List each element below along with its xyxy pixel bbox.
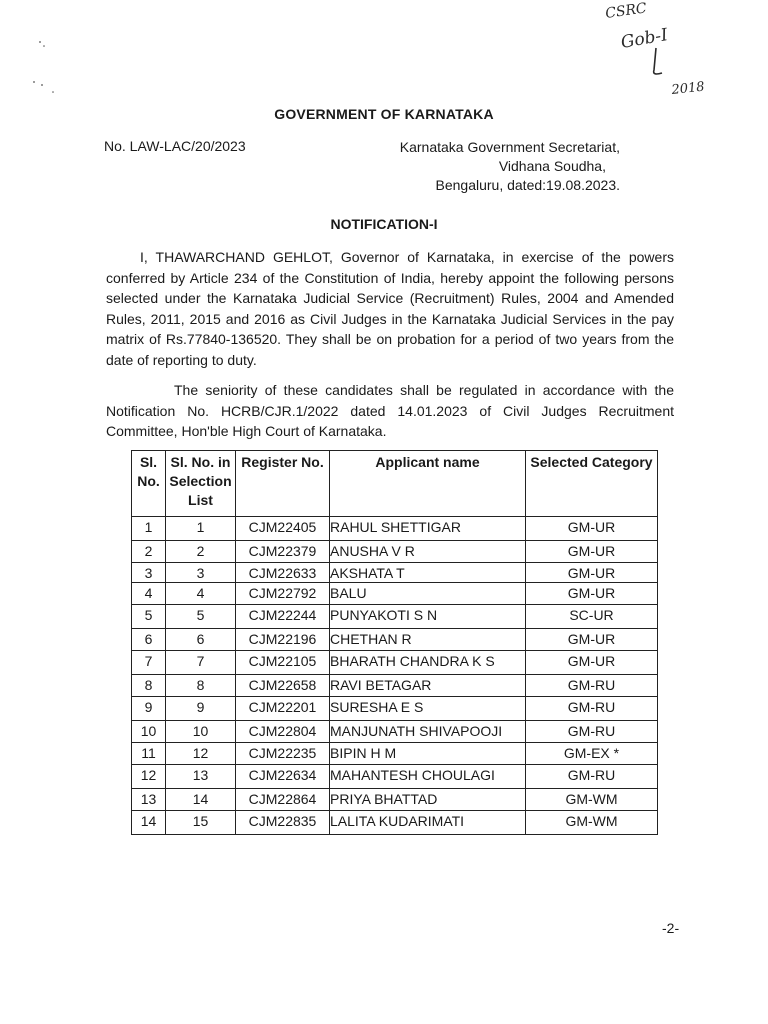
cell-register-no: CJM22658 xyxy=(236,675,330,697)
handwritten-annotation xyxy=(596,0,716,100)
seniority-paragraph xyxy=(106,380,674,442)
cell-register-no: CJM22633 xyxy=(236,563,330,583)
cell-selection-list-no: 1 xyxy=(166,517,236,541)
cell-register-no: CJM22405 xyxy=(236,517,330,541)
header-sl-no: Sl. No. xyxy=(132,451,166,517)
table-row xyxy=(132,563,658,583)
header-selection-list-no: Sl. No. in Selection List xyxy=(166,451,236,517)
table-row xyxy=(132,583,658,605)
header-applicant-name: Applicant name xyxy=(330,451,526,517)
selection-table xyxy=(131,450,658,835)
appointment-paragraph-text: I, THAWARCHAND GEHLOT, Governor of Karnataka, in exercise of the powers conferred by Article 234 of the Constitution of India, hereby appoint the following persons selected under the Karnataka Judicial Service (Recruitment) Rules, 2004 and Amended Rules, 2011, 2015 and 2016 as Civil Judges in the Karnataka Judicial Services in the pay matrix of Rs.77840-136520. They shall be on probation for a period of two years from the date of reporting to duty. xyxy=(106,249,674,368)
cell-sl-no: 8 xyxy=(132,675,166,697)
cell-selection-list-no: 7 xyxy=(166,651,236,675)
cell-sl-no: 6 xyxy=(132,629,166,651)
cell-category: GM-UR xyxy=(526,583,658,605)
cell-category: SC-UR xyxy=(526,605,658,629)
cell-sl-no: 10 xyxy=(132,721,166,743)
cell-applicant-name: MANJUNATH SHIVAPOOJI xyxy=(330,721,526,743)
cell-category: GM-WM xyxy=(526,789,658,811)
notification-title: NOTIFICATION-I xyxy=(330,216,438,232)
cell-sl-no: 12 xyxy=(132,765,166,789)
cell-applicant-name: PRIYA BHATTAD xyxy=(330,789,526,811)
cell-selection-list-no: 6 xyxy=(166,629,236,651)
handwritten-line-1: CSRC xyxy=(604,0,648,22)
cell-selection-list-no: 5 xyxy=(166,605,236,629)
cell-sl-no: 3 xyxy=(132,563,166,583)
cell-category: GM-UR xyxy=(526,563,658,583)
cell-register-no: CJM22864 xyxy=(236,789,330,811)
cell-selection-list-no: 13 xyxy=(166,765,236,789)
cell-category: GM-UR xyxy=(526,651,658,675)
cell-selection-list-no: 2 xyxy=(166,541,236,563)
address-line-1: Karnataka Government Secretariat, xyxy=(399,139,620,155)
address-line-2: Vidhana Soudha, xyxy=(498,158,606,174)
cell-register-no: CJM22835 xyxy=(236,811,330,835)
cell-applicant-name: ANUSHA V R xyxy=(330,541,526,563)
cell-selection-list-no: 4 xyxy=(166,583,236,605)
cell-applicant-name: AKSHATA T xyxy=(330,563,526,583)
table-row xyxy=(132,541,658,563)
cell-applicant-name: MAHANTESH CHOULAGI xyxy=(330,765,526,789)
cell-selection-list-no: 15 xyxy=(166,811,236,835)
cell-selection-list-no: 12 xyxy=(166,743,236,765)
table-row xyxy=(132,605,658,629)
handwritten-stroke xyxy=(654,48,662,74)
table-row xyxy=(132,789,658,811)
cell-register-no: CJM22244 xyxy=(236,605,330,629)
cell-category: GM-RU xyxy=(526,675,658,697)
header-register-no: Register No. xyxy=(236,451,330,517)
cell-applicant-name: BIPIN H M xyxy=(330,743,526,765)
seniority-paragraph-text: The seniority of these candidates shall be regulated in accordance with the Notification No. HCRB/CJR.1/2022 dated 14.01.2023 of Civil Judges Recruitment Committee, Hon'ble High Court of Karnataka. xyxy=(106,382,674,440)
cell-category: GM-RU xyxy=(526,721,658,743)
cell-category: GM-RU xyxy=(526,697,658,721)
cell-register-no: CJM22379 xyxy=(236,541,330,563)
cell-selection-list-no: 8 xyxy=(166,675,236,697)
cell-category: GM-EX * xyxy=(526,743,658,765)
table-row xyxy=(132,811,658,835)
cell-register-no: CJM22105 xyxy=(236,651,330,675)
table-header-row xyxy=(132,451,658,517)
cell-selection-list-no: 3 xyxy=(166,563,236,583)
address-block xyxy=(300,138,620,195)
table-row xyxy=(132,675,658,697)
cell-register-no: CJM22196 xyxy=(236,629,330,651)
cell-register-no: CJM22235 xyxy=(236,743,330,765)
cell-applicant-name: RAHUL SHETTIGAR xyxy=(330,517,526,541)
reference-number: No. LAW-LAC/20/2023 xyxy=(104,138,246,154)
cell-applicant-name: LALITA KUDARIMATI xyxy=(330,811,526,835)
appointment-paragraph xyxy=(106,247,674,371)
cell-applicant-name: BHARATH CHANDRA K S xyxy=(330,651,526,675)
cell-sl-no: 5 xyxy=(132,605,166,629)
handwritten-line-2: Gob-I xyxy=(619,25,670,53)
page-number: -2- xyxy=(662,920,680,936)
handwritten-line-3: 2018 xyxy=(670,79,706,98)
cell-sl-no: 2 xyxy=(132,541,166,563)
cell-applicant-name: RAVI BETAGAR xyxy=(330,675,526,697)
cell-register-no: CJM22201 xyxy=(236,697,330,721)
cell-sl-no: 13 xyxy=(132,789,166,811)
cell-category: GM-UR xyxy=(526,541,658,563)
cell-register-no: CJM22634 xyxy=(236,765,330,789)
cell-register-no: CJM22792 xyxy=(236,583,330,605)
table-row xyxy=(132,721,658,743)
cell-register-no: CJM22804 xyxy=(236,721,330,743)
cell-selection-list-no: 10 xyxy=(166,721,236,743)
cell-selection-list-no: 14 xyxy=(166,789,236,811)
cell-category: GM-UR xyxy=(526,629,658,651)
table-row xyxy=(132,629,658,651)
table-row xyxy=(132,651,658,675)
cell-selection-list-no: 9 xyxy=(166,697,236,721)
scan-specks xyxy=(30,38,60,98)
table-row xyxy=(132,765,658,789)
cell-category: GM-RU xyxy=(526,765,658,789)
table-row xyxy=(132,517,658,541)
cell-category: GM-UR xyxy=(526,517,658,541)
cell-category: GM-WM xyxy=(526,811,658,835)
table-row xyxy=(132,697,658,721)
cell-sl-no: 7 xyxy=(132,651,166,675)
cell-applicant-name: BALU xyxy=(330,583,526,605)
table-body xyxy=(132,517,658,835)
cell-sl-no: 14 xyxy=(132,811,166,835)
government-title: GOVERNMENT OF KARNATAKA xyxy=(274,106,494,122)
header-selected-category: Selected Category xyxy=(526,451,658,517)
cell-sl-no: 1 xyxy=(132,517,166,541)
address-line-3: Bengaluru, dated:19.08.2023. xyxy=(435,177,620,193)
table-row xyxy=(132,743,658,765)
cell-applicant-name: CHETHAN R xyxy=(330,629,526,651)
cell-applicant-name: PUNYAKOTI S N xyxy=(330,605,526,629)
cell-applicant-name: SURESHA E S xyxy=(330,697,526,721)
cell-sl-no: 11 xyxy=(132,743,166,765)
cell-sl-no: 9 xyxy=(132,697,166,721)
cell-sl-no: 4 xyxy=(132,583,166,605)
